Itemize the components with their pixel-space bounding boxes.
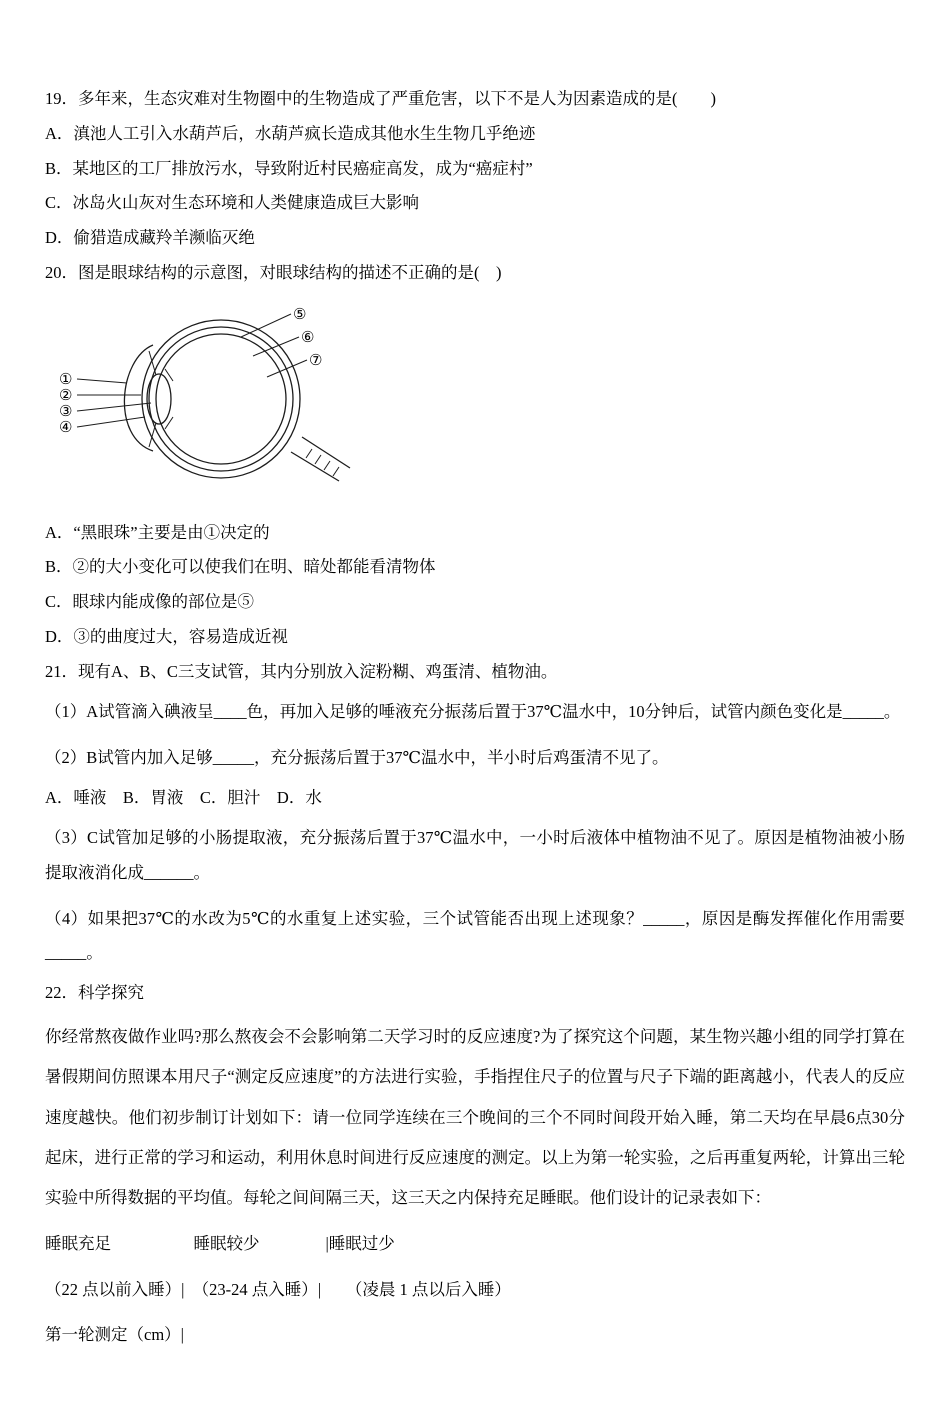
- q22-body: 你经常熬夜做作业吗?那么熬夜会不会影响第二天学习时的反应速度?为了探究这个问题，某生物兴趣小组的同学打算在暑假期间仿照课本用尺子“测定反应速度”的方法进行实验，手指捏住尺子的位置与尺子下端的距离越小，代表人的反应速度越快。他们初步制订计划如下：请一位同学连续在三个晚间的三个不同时间段开始入睡，第二天均在早晨6点30分起床，进行正常的学习和运动，利用休息时间进行反应速度的测定。以上为第一轮实验，之后再重复两轮，计算出三轮实验中所得数据的平均值。每轮之间间隔三天，这三天之内保持充足睡眠。他们设计的记录表如下：: [45, 1026, 905, 1208]
- q22-table-row-round1: 第一轮测定（cm）|: [45, 1325, 184, 1345]
- eye-label-3: ③: [59, 403, 73, 420]
- q21-stem: 21．现有A、B、C三支试管，其内分别放入淀粉糊、鸡蛋清、植物油。: [45, 661, 558, 681]
- q20-option-a: A．“黑眼珠”主要是由①决定的: [45, 522, 270, 542]
- q22-table-row-times: （22 点以前入睡）| （23-24 点入睡）| （凌晨 1 点以后入睡）: [45, 1279, 511, 1299]
- eye-label-5: ⑤: [293, 306, 307, 323]
- q19-option-a: A．滇池人工引入水葫芦后，水葫芦疯长造成其他水生生物几乎绝迹: [45, 123, 536, 143]
- q20-stem: 20．图是眼球结构的示意图，对眼球结构的描述不正确的是( ): [45, 262, 502, 282]
- q19-stem: 19．多年来，生态灾难对生物圈中的生物造成了严重危害，以下不是人为因素造成的是( ): [45, 89, 716, 108]
- q22-table-row-headers: 睡眠充足 睡眠较少 |睡眠过少: [45, 1233, 395, 1253]
- eye-label-7: ⑦: [309, 352, 323, 369]
- q21-part2-options: A．唾液 B．胃液 C．胆汁 D．水: [45, 787, 322, 807]
- q21-part2: （2）B试管内加入足够_____，充分振荡后置于37℃温水中，半小时后鸡蛋清不见了。: [45, 748, 669, 768]
- eye-diagram-svg: [53, 297, 373, 502]
- q19-option-d: D．偷猎造成藏羚羊濒临灭绝: [45, 228, 255, 248]
- eye-diagram: [53, 297, 905, 502]
- q19-option-c: C．冰岛火山灰对生态环境和人类健康造成巨大影响: [45, 193, 420, 213]
- q20-option-b: B．②的大小变化可以使我们在明、暗处都能看清物体: [45, 557, 436, 577]
- eye-label-4: ④: [59, 419, 73, 436]
- q22-stem: 22．科学探究: [45, 983, 144, 1003]
- q21-part1: （1）A试管滴入碘液呈____色，再加入足够的唾液充分振荡后置于37℃温水中，10分钟后，试管内颜色变化是_____。: [45, 702, 901, 722]
- q19-option-b: B．某地区的工厂排放污水，导致附近村民癌症高发，成为“癌症村”: [45, 158, 533, 178]
- eye-label-1: ①: [59, 371, 73, 388]
- q21-part4: （4）如果把37℃的水改为5℃的水重复上述实验，三个试管能否出现上述现象？_____，原因是酶发挥催化作用需要 _____。: [45, 908, 905, 963]
- eye-label-2: ②: [59, 387, 73, 404]
- q21-part3: （3）C试管加足够的小肠提取液，充分振荡后置于37℃温水中，一小时后液体中植物油不见了。原因是植物油被小肠提取液消化成______。: [45, 828, 905, 883]
- q20-option-c: C．眼球内能成像的部位是⑤: [45, 592, 255, 612]
- q20-option-d: D．③的曲度过大，容易造成近视: [45, 626, 288, 646]
- eye-label-6: ⑥: [301, 329, 315, 346]
